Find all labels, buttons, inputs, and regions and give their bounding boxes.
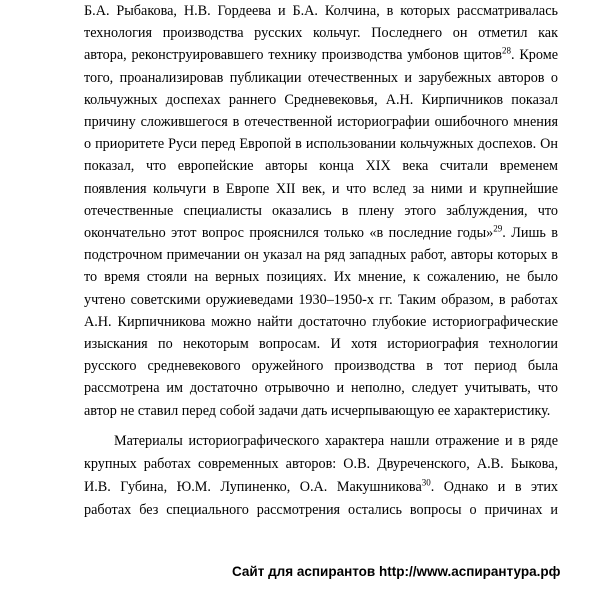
text-line-19: автор не ставил перед собой задачи дать исчерпывающую ее характеристику. <box>84 402 551 419</box>
text-line-23: работах без специального рассмотрения остались вопросы о причинах и <box>84 502 558 518</box>
footnote-ref-28: 28 <box>501 45 511 56</box>
text-line-2: технология производства русских кольчуг. Последнего он отметил как <box>84 25 558 42</box>
text-line-20: Материалы историографического характера нашли отражение и в ряде <box>114 433 558 449</box>
text-line-9: появления кольчуги в Европе XII век, и что вслед за ними и крупнейшие <box>84 180 558 197</box>
text-line-11: окончательно этот вопрос прояснился только «в последние годы»$^{29}$. Лишь в <box>84 223 558 241</box>
text-line-8: показал, что европейские авторы конца XIX века считали временем <box>84 158 558 175</box>
text-line-10: отечественные специалисты оказались в плену этого заблуждения, что <box>84 202 558 219</box>
text-line-16: изыскания по некоторым вопросам. И хотя историография технологии <box>84 336 558 352</box>
text-line-3: автора, реконструировавшего технику производства умбонов щитов$^{28}$. Кроме <box>84 45 558 64</box>
text-line-15: А.Н. Кирпичникова можно найти достаточно глубокие историографические <box>84 313 558 330</box>
text-line-22: И.В. Губина, Ю.М. Лупиненко, О.А. Макушникова$^{30}$. Однако и в этих <box>84 477 559 495</box>
text-line-13: то время стояли на верных позициях. Их мнение, к сожалению, не было <box>84 269 558 286</box>
text-line-1: Б.А. Рыбакова, Н.В. Гордеева и Б.А. Колчина, в которых рассматривалась <box>84 3 558 19</box>
text-line-12: подстрочном примечании он указал на ряд западных работ, авторы которых в <box>84 247 558 264</box>
text-line-17: русского средневекового оружейного производства в тот период была <box>84 358 558 375</box>
text-line-7: о приоритете Руси перед Европой в использовании кольчужных доспехов. Он <box>84 136 558 153</box>
footnote-ref-29: 29 <box>493 223 503 234</box>
text-line-4: того, проанализировав публикации отечественных и зарубежных авторов о <box>84 69 558 86</box>
text-line-6: причину сложившегося в отечественной историографии ошибочного мнения <box>84 114 558 130</box>
text-line-14: учтено советскими оружиеведами 1930–1950-х гг. Таким образом, в работах <box>84 291 558 308</box>
text-line-18: рассмотрена им достаточно отрывочно и неполно, следует учитывать, что <box>84 380 558 397</box>
footnote-ref-30: 30 <box>421 477 431 488</box>
text-line-5: кольчужных доспехах раннего Средневековья, А.Н. Кирпичников показал <box>84 91 558 108</box>
text-line-21: крупных работах современных авторов: О.В. Двуреченского, А.В. Быкова, <box>84 456 558 472</box>
site-footer-link[interactable]: Сайт для аспирантов http://www.аспирантура.рф <box>232 564 561 579</box>
